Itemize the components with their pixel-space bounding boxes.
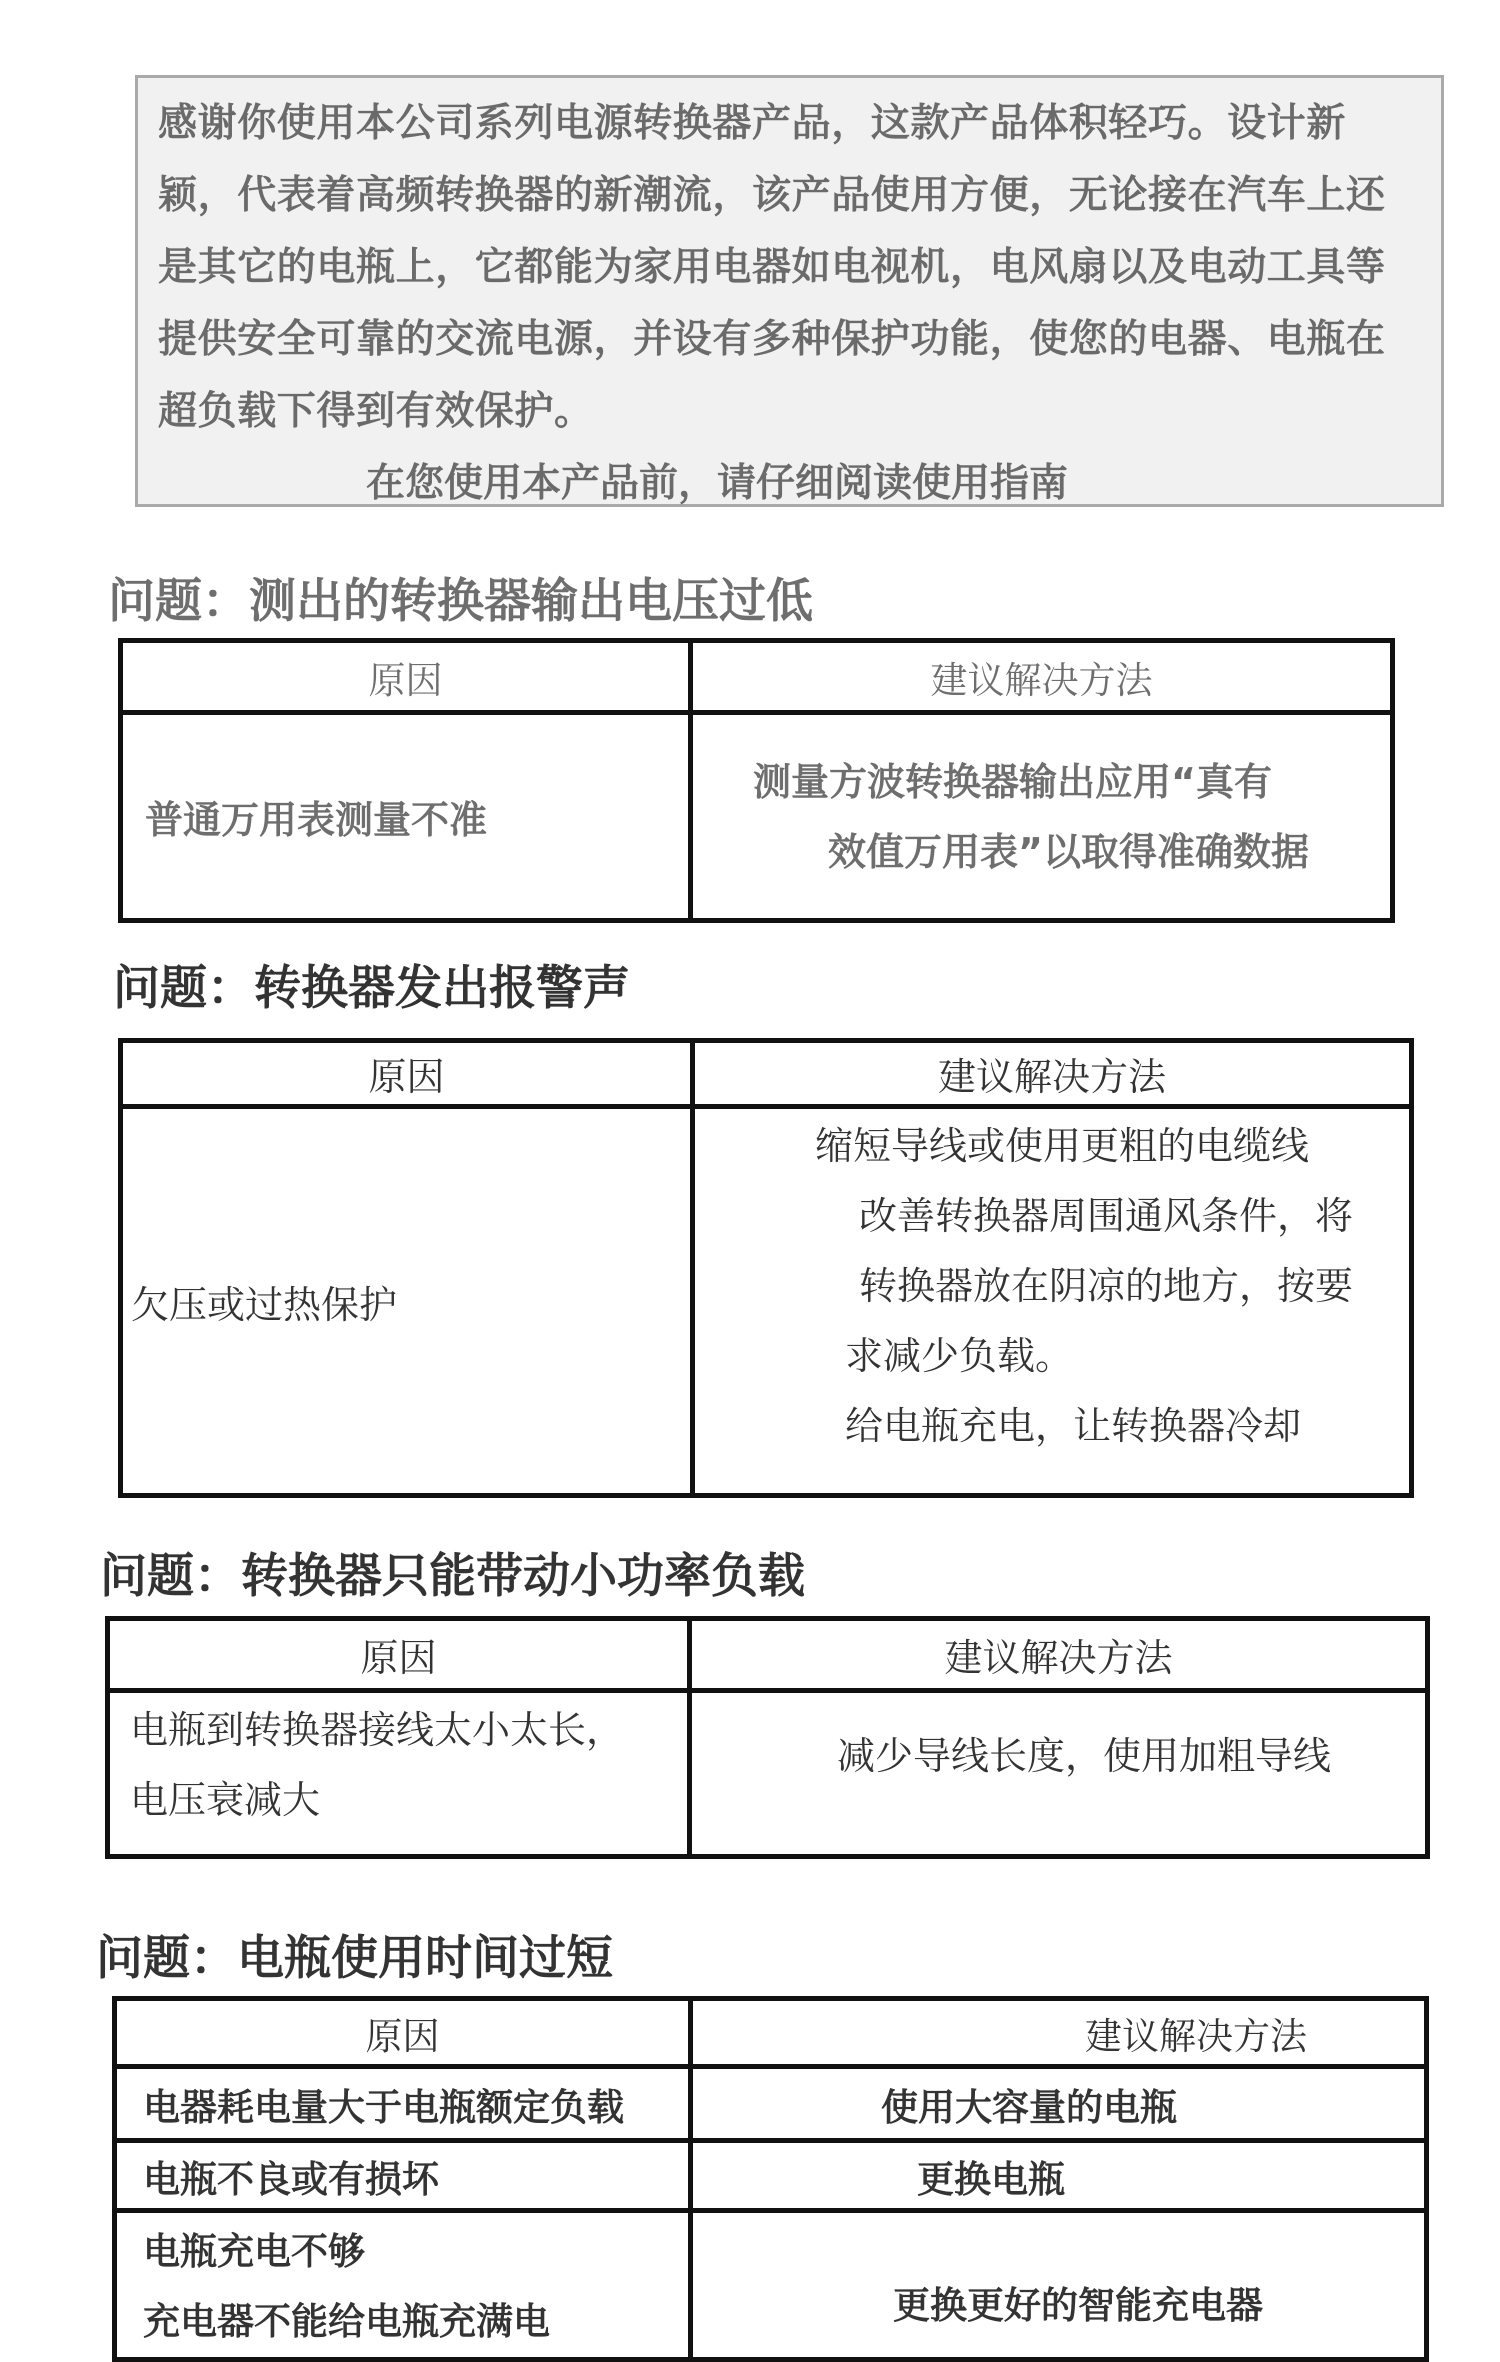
header-reason: 原因: [121, 641, 691, 713]
solution-text: 求减少负载。: [845, 1334, 1074, 1378]
reason-text: 电压衰减大: [130, 1778, 321, 1822]
header-solution: 建议解决方法: [690, 1619, 1428, 1691]
table-row: [115, 2067, 1427, 2141]
table-row: [108, 1691, 1428, 1857]
reason-text: 普通万用表测量不准: [145, 798, 488, 842]
solution-text: 改善转换器周围通风条件，将: [859, 1194, 1354, 1238]
reason-text: 电瓶不良或有损坏: [143, 2157, 439, 2201]
section-title-battery-time: 问题：电瓶使用时间过短: [96, 1931, 613, 1986]
header-reason: 原因: [115, 1999, 691, 2067]
table-row: [121, 1107, 1412, 1496]
reason-text: 电器耗电量大于电瓶额定负载: [143, 2085, 624, 2129]
table-header-row: [121, 1041, 1412, 1107]
table-battery-time: [112, 1996, 1429, 2362]
table-alarm: [118, 1038, 1414, 1498]
table-row: [115, 2211, 1427, 2360]
reason-text: 电瓶充电不够: [143, 2230, 365, 2273]
solution-text: 更换电瓶: [917, 2157, 1065, 2201]
intro-paragraph: 感谢你使用本公司系列电源转换器产品，这款产品体积轻巧。设计新颖，代表着高频转换器的新潮流，该产品使用方便，无论接在汽车上还是其它的电瓶上，它都能为家用电器如电视机，电风扇以及电动工具等提供安全可靠的交流电源，并设有多种保护功能，使您的电器、电瓶在超负载下得到有效保护。: [158, 101, 1386, 434]
solution-text: 测量方波转换器输出应用“真有: [753, 759, 1272, 804]
header-reason: 原因: [121, 1041, 693, 1107]
table-header-row: [108, 1619, 1428, 1691]
reason-text: 欠压或过热保护: [131, 1282, 398, 1327]
solution-text: 转换器放在阴凉的地方，按要: [859, 1264, 1354, 1308]
table-low-voltage: [118, 638, 1395, 923]
solution-text: 缩短导线或使用更粗的电缆线: [815, 1124, 1310, 1168]
section-title-small-load: 问题：转换器只能带动小功率负载: [100, 1549, 805, 1604]
solution-text: 给电瓶充电，让转换器冷却: [845, 1404, 1302, 1448]
reason-text: 电瓶到转换器接线太小太长，: [130, 1708, 625, 1752]
reason-text: 充电器不能给电瓶充满电: [143, 2300, 550, 2343]
intro-note: 在您使用本产品前，请仔细阅读使用指南: [366, 461, 1069, 506]
header-solution: 建议解决方法: [693, 1041, 1412, 1107]
table-small-load: [105, 1616, 1430, 1859]
header-reason: 原因: [108, 1619, 690, 1691]
section-title-alarm: 问题：转换器发出报警声: [113, 961, 630, 1016]
table-row: [115, 2141, 1427, 2211]
table-header-row: [115, 1999, 1427, 2067]
intro-box: [135, 75, 1444, 507]
header-solution: 建议解决方法: [691, 1999, 1427, 2067]
table-header-row: [121, 641, 1393, 713]
solution-text: 减少导线长度，使用加粗导线: [837, 1734, 1332, 1778]
solution-text: 更换更好的智能充电器: [893, 2284, 1263, 2327]
header-solution: 建议解决方法: [691, 641, 1393, 713]
solution-text: 使用大容量的电瓶: [881, 2085, 1177, 2129]
solution-text: 效值万用表”以取得准确数据: [828, 829, 1309, 874]
table-row: [121, 713, 1393, 921]
section-title-low-voltage: 问题：测出的转换器输出电压过低: [108, 574, 813, 629]
